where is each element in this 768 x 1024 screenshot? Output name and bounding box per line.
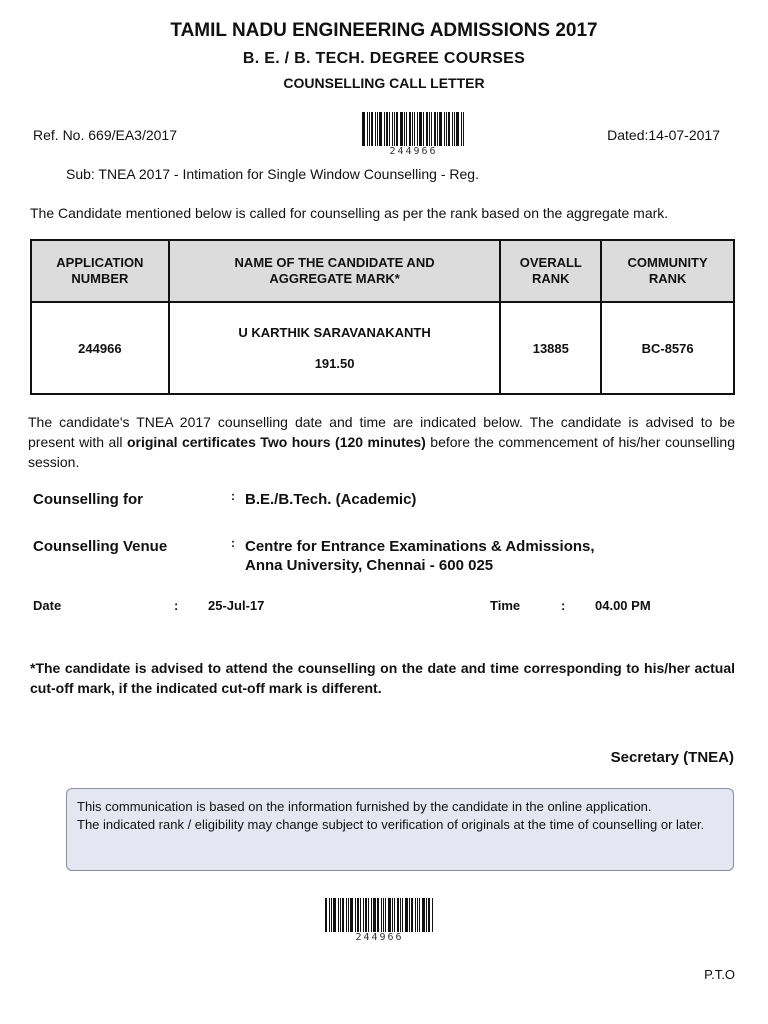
barcode-bar xyxy=(452,112,453,146)
candidate-cell xyxy=(169,302,501,394)
candidate-name: U KARTHIK SARAVANAKANTH xyxy=(238,325,431,340)
page-turn-over: P.T.O xyxy=(704,967,735,982)
barcode-bar xyxy=(423,112,424,146)
counselling-venue-colon: : xyxy=(231,536,235,550)
barcode-bar xyxy=(394,112,395,146)
barcode-bar xyxy=(454,112,455,146)
barcode-bar xyxy=(389,112,390,146)
barcode-bar xyxy=(325,898,327,932)
barcode-bar xyxy=(463,112,464,146)
community-rank: BC-8576 xyxy=(601,302,734,394)
barcode-bar xyxy=(417,112,418,146)
barcode-bar xyxy=(331,898,332,932)
barcode-top xyxy=(362,112,465,157)
barcode-bar xyxy=(437,112,438,146)
application-number: 244966 xyxy=(31,302,169,394)
barcode-bar xyxy=(439,112,442,146)
counselling-for-label: Counselling for xyxy=(33,491,143,508)
cutoff-note: *The candidate is advised to attend the counselling on the date and time corresponding to his/her actual cut-off mark, if the indicated cut-off mark is different. xyxy=(30,660,735,696)
overall-rank: 13885 xyxy=(500,302,601,394)
barcode-bar xyxy=(431,112,432,146)
barcode-bar xyxy=(409,898,410,932)
barcode-bar xyxy=(405,898,408,932)
time-colon: : xyxy=(561,598,566,613)
barcode-bar xyxy=(446,112,447,146)
header-application-number: APPLICATION NUMBER xyxy=(31,240,169,302)
barcode-bar xyxy=(428,898,430,932)
barcode-bar xyxy=(373,898,376,932)
table-row xyxy=(31,302,734,394)
barcode-bar xyxy=(371,898,372,932)
date-label: Date xyxy=(33,598,62,613)
barcode-bar xyxy=(340,898,341,932)
barcode-bars-bottom xyxy=(325,898,434,932)
barcode-bar xyxy=(368,898,369,932)
barcode-bar xyxy=(379,112,382,146)
barcode-bar xyxy=(383,898,384,932)
counselling-for-colon: : xyxy=(231,489,235,503)
barcode-bar xyxy=(384,112,385,146)
barcode-bar xyxy=(411,898,413,932)
barcode-bar xyxy=(377,112,378,146)
barcode-bar xyxy=(377,898,379,932)
barcode-bar xyxy=(348,898,349,932)
barcode-number-top: 244966 xyxy=(389,146,438,157)
barcode-bar xyxy=(432,898,433,932)
barcode-bars-top xyxy=(362,112,465,146)
barcode-bar xyxy=(342,898,344,932)
signatory: Secretary (TNEA) xyxy=(610,749,734,766)
rank-table-header xyxy=(31,240,734,302)
barcode-bar xyxy=(461,112,462,146)
barcode-bar xyxy=(381,898,382,932)
barcode-bar xyxy=(414,112,415,146)
barcode-bar xyxy=(409,112,411,146)
barcode-bar xyxy=(367,112,368,146)
barcode-bar xyxy=(333,898,336,932)
barcode-bar xyxy=(385,898,386,932)
date-colon: : xyxy=(174,598,179,613)
header-overall-rank: OVERALL RANK xyxy=(500,240,601,302)
time-label: Time xyxy=(490,598,521,613)
counselling-venue-line2: Anna University, Chennai - 600 025 xyxy=(245,557,494,574)
barcode-bar xyxy=(338,898,339,932)
barcode-bar xyxy=(346,898,347,932)
document-title: TAMIL NADU ENGINEERING ADMISSIONS 2017 xyxy=(170,20,598,41)
barcode-bar xyxy=(417,898,418,932)
rank-table xyxy=(30,239,735,395)
barcode-bar xyxy=(419,898,420,932)
barcode-bar xyxy=(400,898,401,932)
barcode-bar xyxy=(371,112,373,146)
reference-number: Ref. No. 669/EA3/2017 xyxy=(33,127,177,143)
barcode-bar xyxy=(402,898,403,932)
barcode-bar xyxy=(329,898,330,932)
barcode-bar xyxy=(406,112,407,146)
barcode-bar xyxy=(350,898,353,932)
barcode-bar xyxy=(365,898,367,932)
certificate-requirement: original certificates Two hours (120 minutes) xyxy=(126,434,426,450)
barcode-bar xyxy=(369,112,370,146)
barcode-bar xyxy=(394,898,395,932)
barcode-bar xyxy=(400,112,403,146)
barcode-bar xyxy=(404,112,405,146)
intro-text: The Candidate mentioned below is called for counselling as per the rank based on the aggregate mark. xyxy=(30,205,669,221)
time-value: 04.00 PM xyxy=(595,598,651,613)
barcode-bar xyxy=(419,112,422,146)
info-line-1: This communication is based on the information furnished by the candidate in the online application. xyxy=(77,799,652,814)
barcode-number-bottom: 244966 xyxy=(355,932,404,943)
barcode-bar xyxy=(456,112,459,146)
barcode-bar xyxy=(392,898,393,932)
barcode-bar xyxy=(412,112,413,146)
course-subtitle: B. E. / B. TECH. DEGREE COURSES xyxy=(242,50,526,67)
header-community-rank: COMMUNITY RANK xyxy=(601,240,734,302)
barcode-bar xyxy=(388,898,391,932)
date-value: 25-Jul-17 xyxy=(208,598,265,613)
barcode-bar xyxy=(362,112,365,146)
instruction-paragraph: The candidate's TNEA 2017 counselling date and time are indicated below. The candidate is advised to be present with all original certificates Two hours (120 minutes) before the commencement of his/her counselling session. xyxy=(28,414,735,470)
barcode-bar xyxy=(396,112,398,146)
barcode-bar xyxy=(363,898,364,932)
barcode-bar xyxy=(422,898,425,932)
barcode-bar xyxy=(415,898,416,932)
barcode-bar xyxy=(397,898,399,932)
subject-line: Sub: TNEA 2017 - Intimation for Single Window Counselling - Reg. xyxy=(66,166,479,182)
barcode-bar xyxy=(426,112,428,146)
barcode-bar xyxy=(375,112,376,146)
counselling-venue-line1: Centre for Entrance Examinations & Admissions, xyxy=(245,538,595,555)
barcode-bar xyxy=(444,112,445,146)
barcode-bar xyxy=(448,112,450,146)
barcode-bar xyxy=(392,112,393,146)
barcode-bar xyxy=(426,898,427,932)
letter-type: COUNSELLING CALL LETTER xyxy=(283,75,485,91)
info-box xyxy=(66,788,734,871)
counselling-for-value: B.E./B.Tech. (Academic) xyxy=(245,491,417,508)
barcode-bar xyxy=(386,112,388,146)
counselling-venue-label: Counselling Venue xyxy=(33,538,168,555)
barcode-bar xyxy=(360,898,361,932)
barcode-bottom xyxy=(325,898,434,943)
barcode-bar xyxy=(355,898,356,932)
barcode-bar xyxy=(429,112,430,146)
barcode-bar xyxy=(357,898,359,932)
aggregate-mark: 191.50 xyxy=(314,356,355,371)
info-line-2: The indicated rank / eligibility may change subject to verification of originals at the time of counselling or later. xyxy=(77,817,705,832)
barcode-bar xyxy=(434,112,436,146)
header-candidate-name: NAME OF THE CANDIDATE AND AGGREGATE MARK* xyxy=(169,240,501,302)
letter-date: Dated:14-07-2017 xyxy=(607,127,720,143)
